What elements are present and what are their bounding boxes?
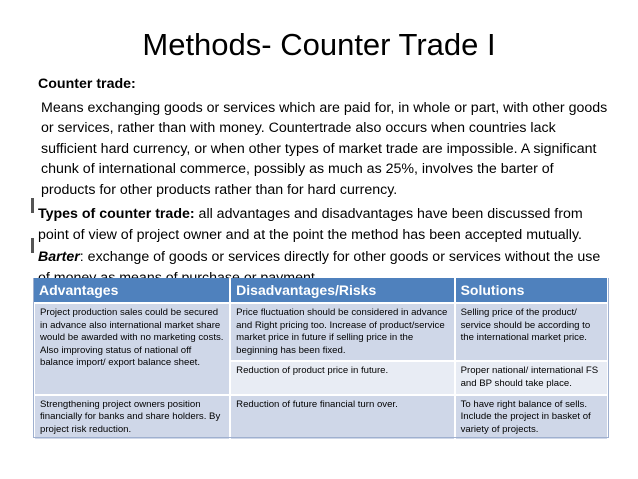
advantage-cell: Strengthening project owners position financially for banks and share holders. By project risk reduction. <box>34 395 230 441</box>
barter-label: Barter <box>38 249 80 265</box>
types-text: all advantages and disadvantages have been discussed from point of view of project owner and at the point the method has been accepted mutually. <box>38 206 583 243</box>
solution-cell: To have right balance of sells. Include the project in basket of variety of projects. <box>455 395 608 441</box>
bullet-marker <box>31 198 34 213</box>
table-row <box>34 395 608 441</box>
header-advantages: Advantages <box>34 278 230 303</box>
bullet-marker <box>31 238 34 253</box>
solution-cell: Selling price of the product/ service should be according to the international market price. <box>455 303 608 361</box>
header-solutions: Solutions <box>455 278 608 303</box>
section-heading: Counter trade: <box>38 76 136 92</box>
types-label: Types of counter trade: <box>38 206 195 222</box>
comparison-table <box>33 278 609 441</box>
table-header-row <box>34 278 608 303</box>
barter-text: : exchange of goods or services directly for other goods or services without the use <box>79 249 601 265</box>
header-disadvantages: Disadvantages/Risks <box>230 278 454 303</box>
types-paragraph <box>38 204 608 245</box>
table-row <box>34 303 608 361</box>
risk-cell: Price fluctuation should be considered in advance and Right pricing too. Increase of product/service market price in future if selling price in the beginning has been fixed. <box>230 303 454 361</box>
slide-title: Methods- Counter Trade I <box>142 27 496 62</box>
counter-trade-paragraph: Means exchanging goods or services which are paid for, in whole or part, with other goods or services, rather than with money. Countertrade also occurs when countries lack sufficient hard currency, or when other types of market trade are impossible. A significant chunk of international commerce, possibly as much as 25%, involves the barter of products for other products rather than for hard currency. <box>41 99 608 198</box>
risk-cell: Reduction of product price in future. <box>230 361 454 394</box>
slide-body <box>38 74 608 288</box>
risk-cell: Reduction of future financial turn over. <box>230 395 454 441</box>
advantage-cell: Project production sales could be secured in advance also international market share would be awarded with no marketing costs. Also improving status of national off balance import/ export balance sheet. <box>34 303 230 395</box>
solution-cell: Proper national/ international FS and BP should take place. <box>455 361 608 394</box>
